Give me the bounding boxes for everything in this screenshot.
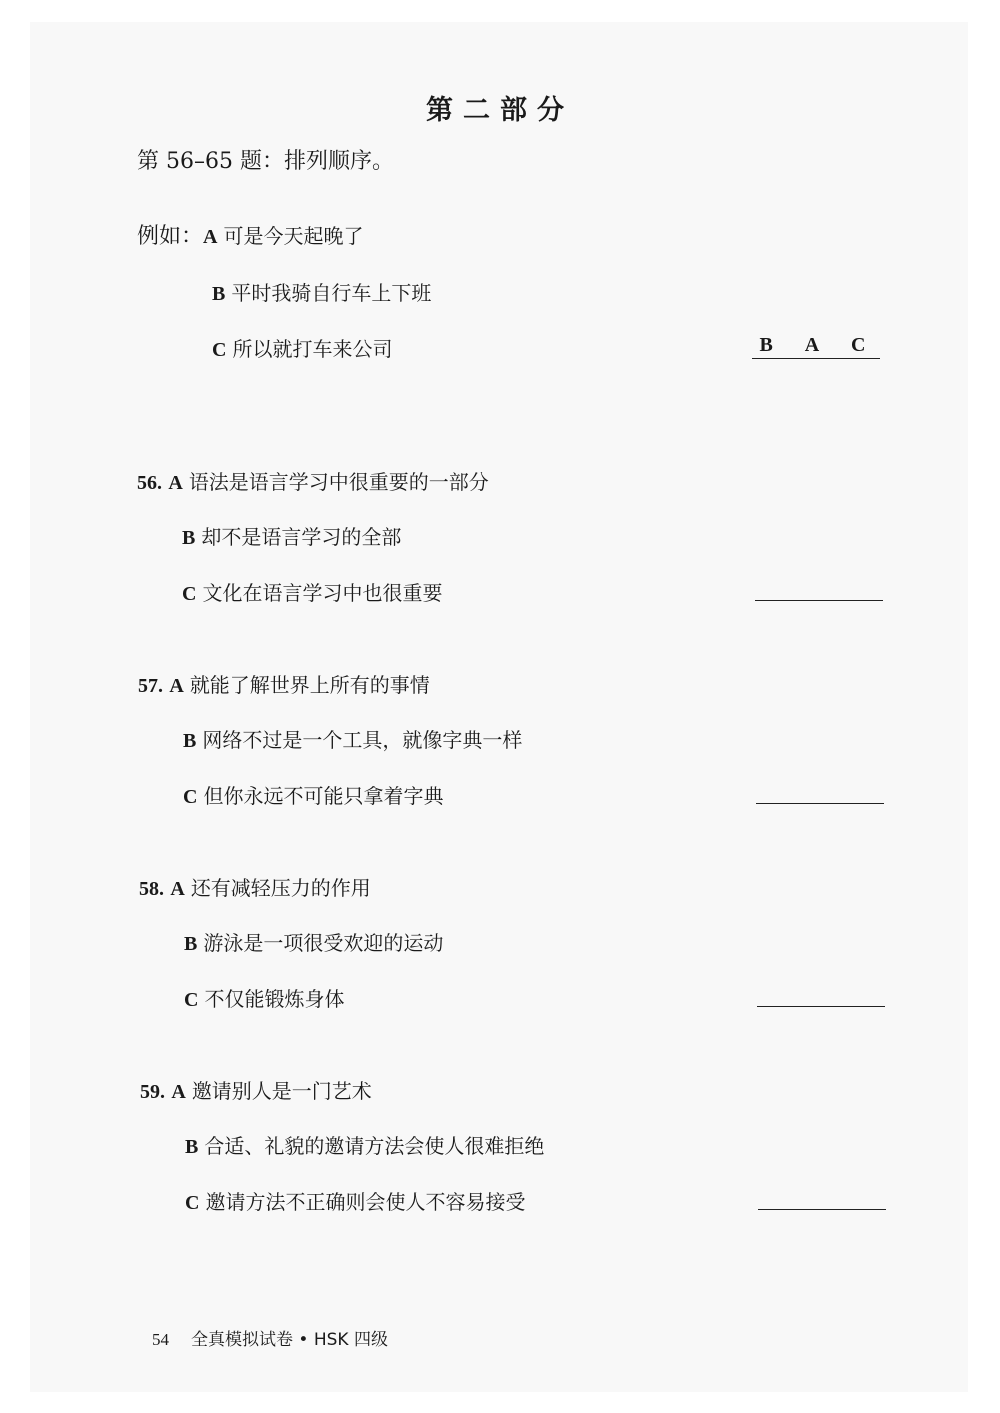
example-line-c [212,335,392,364]
option-letter: A [171,1081,186,1103]
option-text: 不仅能锻炼身体 [204,987,345,1011]
question-59-line-c [185,1188,525,1217]
option-text: 邀请别人是一门艺术 [191,1079,372,1103]
option-text: 可是今天起晚了 [223,224,364,248]
option-text: 文化在语言学习中也很重要 [202,581,443,605]
option-letter: C [182,583,197,605]
option-letter: C [184,989,199,1011]
option-letter: B [183,730,197,752]
option-letter: A [203,226,218,248]
option-letter: B [184,933,198,955]
option-letter: A [169,675,184,697]
page-number: 54 [152,1330,169,1349]
option-text: 合适、礼貌的邀请方法会使人很难拒绝 [204,1134,545,1158]
question-58-line-b [184,929,443,958]
question-59-line-a [140,1077,372,1106]
answer-blank-58[interactable] [757,1006,885,1007]
question-56-line-a [137,468,489,497]
question-57-line-b [183,726,522,755]
option-letter: A [168,472,183,494]
question-number: 56. [137,472,162,494]
option-letter: B [212,283,226,305]
question-number: 57. [138,675,163,697]
option-text: 游泳是一项很受欢迎的运动 [203,931,444,955]
option-text: 但你永远不可能只拿着字典 [203,784,444,808]
option-text: 却不是语言学习的全部 [201,525,402,549]
question-56-line-c [182,579,442,608]
book-title: 全真模拟试卷 • HSK 四级 [191,1330,388,1350]
question-56-line-b [182,523,401,552]
answer-blank-56[interactable] [755,600,883,601]
option-letter: C [212,339,227,361]
option-text: 网络不过是一个工具，就像字典一样 [202,728,523,752]
option-text: 还有减轻压力的作用 [190,876,371,900]
question-58-line-a [139,874,371,903]
option-text: 平时我骑自行车上下班 [231,281,432,305]
question-57-line-c [183,782,443,811]
option-text: 语法是语言学习中很重要的一部分 [188,470,489,494]
example-line-b [212,279,431,308]
option-text: 邀请方法不正确则会使人不容易接受 [205,1190,526,1214]
option-letter: B [185,1136,199,1158]
option-letter: B [182,527,196,549]
question-number: 58. [139,878,164,900]
example-label: 例如： [137,224,204,249]
question-59-line-b [185,1132,544,1161]
instruction-text: 第 56–65 题：排列顺序。 [137,149,394,174]
example-answer: B A C [759,334,880,356]
option-letter: C [183,786,198,808]
option-text: 就能了解世界上所有的事情 [189,673,430,697]
option-letter: A [170,878,185,900]
example-answer-line [752,358,880,359]
question-57-line-a [138,671,430,700]
option-letter: C [185,1192,200,1214]
answer-blank-59[interactable] [758,1209,886,1210]
section-title: 第二部分 [426,95,574,126]
question-number: 59. [140,1081,165,1103]
page-footer [152,1325,388,1350]
example-line-a [137,222,363,251]
question-58-line-c [184,985,344,1014]
option-text: 所以就打车来公司 [232,337,393,361]
answer-blank-57[interactable] [756,803,884,804]
